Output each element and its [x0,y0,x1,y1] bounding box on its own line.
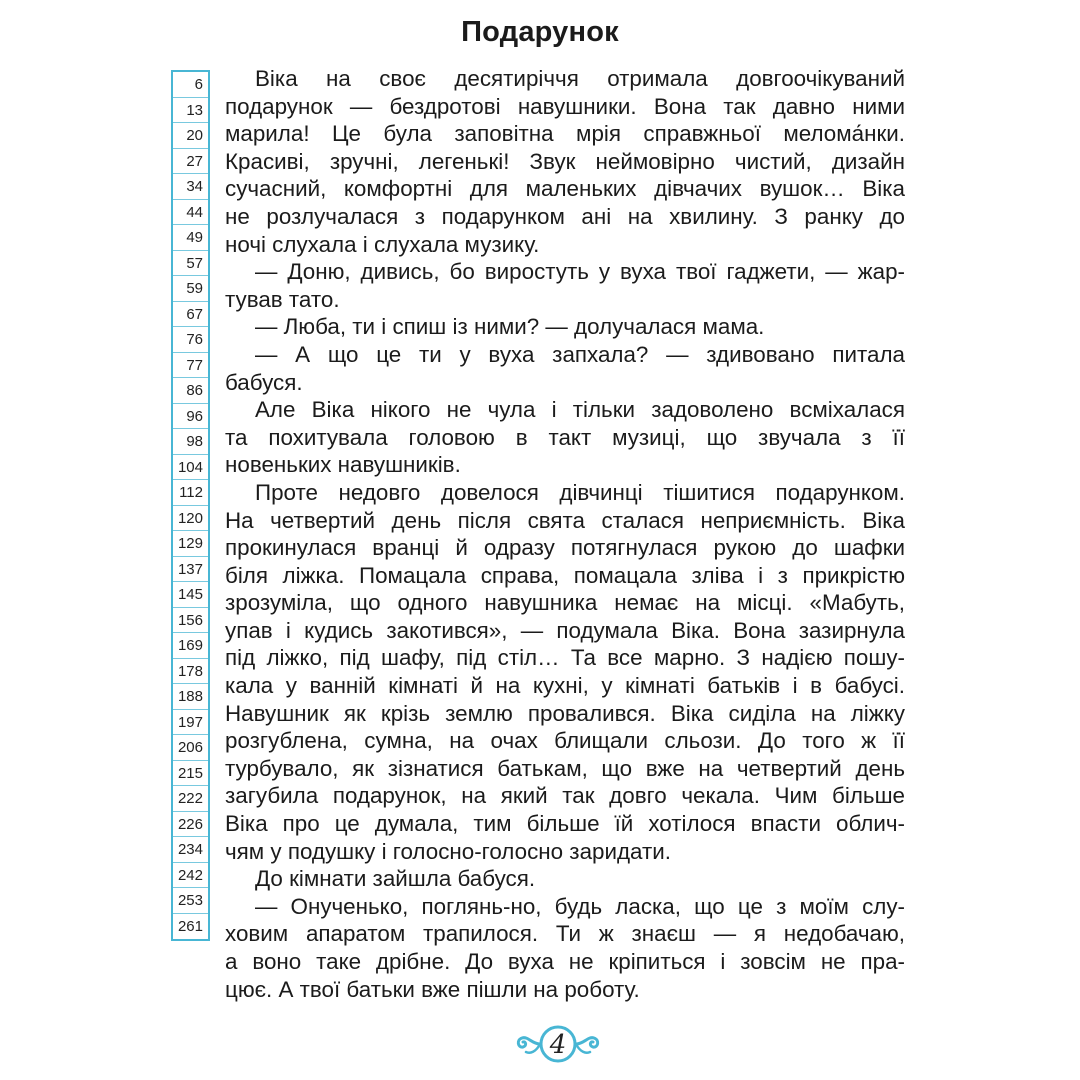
text-line: загубила подарунок, на який так довго чекала. Чим більше [225,783,905,809]
word-count-cell: 120 [173,506,208,532]
word-count-cell: 34 [173,174,208,200]
text-line: подарунок — бездротові навушники. Вона так давно ними [225,93,905,119]
text-line: На четвертий день після свята сталася неприємність. Віка [225,507,905,533]
text-line: Але Віка нікого не чула і тільки задоволено всміхалася [255,397,905,423]
word-count-cell: 137 [173,557,208,583]
text-line: чям у подушку і голосно-голосно заридати. [225,838,671,864]
text-line: — А що це ти у вуха запхала? — здивовано питала [255,341,905,367]
text-line: цює. А твої батьки вже пішли на роботу. [225,976,640,1002]
text-line: До кімнати зайшла бабуся. [255,866,536,892]
page-title: Подарунок [461,16,619,48]
word-count-cell: 98 [173,429,208,455]
text-line: біля ліжка. Помацала справа, помацала зліва і з прикрістю [225,562,905,588]
text-line: новеньких навушників. [225,452,461,478]
word-count-cell: 49 [173,225,208,251]
text-line: прокинулася вранці й одразу потягнулася рукою до шафки [225,535,905,561]
text-line: під ліжко, під шафу, під стіл… Та все марно. З надією пошу- [225,645,905,671]
word-count-cell: 261 [177,917,203,935]
text-line: розгублена, сумна, на очах блищали сльози. До того ж її [225,728,905,754]
text-line: ховим апаратом трапилося. Ти ж знаєш — я недобачаю, [225,921,905,947]
word-count-cell: 206 [173,735,208,761]
text-line: — Доню, дивись, бо виростуть у вуха твої гаджети, — жар- [255,259,905,285]
word-count-cell: 27 [173,149,208,175]
text-line: Проте недовго довелося дівчинці тішитися подарунком. [255,479,905,505]
word-count-cell: 67 [173,302,208,328]
text-line: упав і кудись закотився», — подумала Віка. Вона зазирнула [225,617,905,643]
word-count-cell: 215 [173,761,208,787]
word-count-cell: 13 [173,98,208,124]
text-line: зрозуміла, що одного навушника немає на місці. «Мабуть, [225,590,905,616]
word-count-cell: 112 [173,480,208,506]
word-count-cell: 96 [173,404,208,430]
word-count-cell: 57 [173,251,208,277]
word-count-cell: 197 [173,710,208,736]
text-line: — Онученько, поглянь-но, будь ласка, що це з моїм слу- [255,893,905,919]
word-count-cell: 129 [173,531,208,557]
text-line: — Люба, ти і спиш із ними? — долучалася мама. [255,314,765,340]
word-count-cell: 253 [173,888,208,914]
text-line: турбувало, як зізнатися батькам, що вже на четвертий день [225,755,905,781]
story-text [225,65,905,1003]
text-line: а воно таке дрібне. До вуха не кріпиться і зовсім не пра- [225,949,905,974]
text-line: Віка на своє десятиріччя отримала довгоочікуваний [255,66,905,91]
word-count-cell: 226 [173,812,208,838]
word-count-cell: 104 [173,455,208,481]
page-number-ornament [510,1022,606,1066]
word-count-cell: 6 [173,72,208,98]
word-count-cell: 20 [173,123,208,149]
text-line: не розлучалася з подарунком ані на хвилину. З ранку до [225,203,905,229]
word-count-cell: 86 [173,378,208,404]
word-count-cell: 156 [173,608,208,634]
text-line: Навушник як крізь землю провалився. Віка сиділа на ліжку [225,700,905,726]
text-line: ночі слухала і слухала музику. [225,231,540,257]
swirl-ornament-icon [510,1022,606,1066]
word-count-cell: 188 [173,684,208,710]
word-count-cell: 222 [173,786,208,812]
word-count-cell: 169 [173,633,208,659]
word-count-cell: 44 [173,200,208,226]
word-count-cell: 76 [173,327,208,353]
text-line: Красиві, зручні, легенькі! Звук неймовірно чистий, дизайн [225,148,905,174]
text-line: Віка про це думала, тим більше їй хотілося впасти облич- [225,811,905,837]
word-count-cell: 59 [173,276,208,302]
page-number: 4 [549,1030,567,1060]
word-count-cell: 77 [173,353,208,379]
text-line: кала у ванній кімнаті й на кухні, у кімнаті батьків і в бабусі. [225,673,905,699]
word-count-cell: 242 [173,863,208,889]
word-count-cell: 178 [173,659,208,685]
word-count-cell: 234 [173,837,208,863]
word-count-column [171,70,210,941]
word-count-cell: 145 [173,582,208,608]
text-line: марила! Це була заповітна мрія справжньої мелома́нки. [225,121,905,147]
text-line: тував тато. [225,286,340,312]
text-line: та похитувала головою в такт музиці, що звучала з її [225,424,905,450]
text-line: бабуся. [225,369,303,395]
text-line: сучасний, комфортні для маленьких дівчачих вушок… Віка [225,176,905,202]
